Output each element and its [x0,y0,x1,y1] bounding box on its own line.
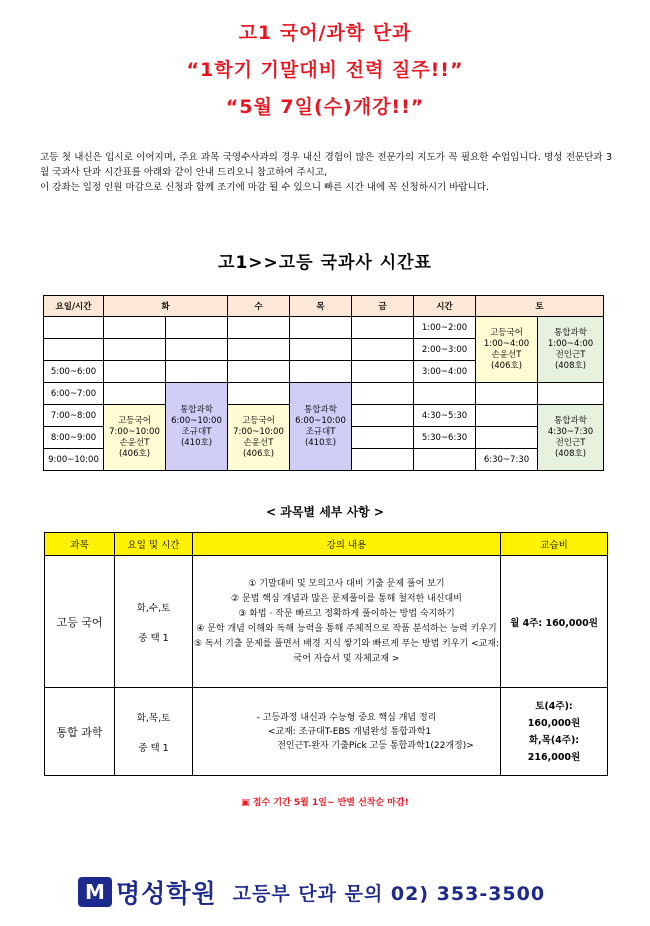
right-time-cell: 4:30~5:30 [414,405,476,427]
block-subject: 통합과학 [304,404,337,415]
science-days: 화,목,토 [136,712,171,724]
science-subject: 통합 과학 [45,688,115,776]
block-subject: 통합과학 [554,415,587,426]
timetable [43,295,604,471]
science-line-3: 전인근T-완자 기출Pick 고등 통합과학1(22개정)> [277,740,474,751]
block-room: (406호) [490,360,523,371]
block-room: (408호) [554,448,587,459]
korean-days: 화,수,토 [136,602,171,614]
title-line-1: 고1 국어/과학 단과 [238,22,412,44]
block-time: 6:00~10:00 [171,415,222,426]
block-time: 7:00~10:00 [233,426,284,437]
science-choice: 중 택 1 [138,742,169,754]
science-fee1-label: 토(4주): [535,700,573,712]
timetable-row [44,317,604,339]
left-time-cell: 8:00~9:00 [44,427,104,449]
header-wed: 수 [228,296,290,317]
block-subject: 통합과학 [180,404,213,415]
science-line-2: <교재: 조규대T-EBS 개념완성 통합과학1 [267,726,432,737]
block-subject: 고등국어 [242,415,275,426]
left-time-cell: 9:00~10:00 [44,449,104,471]
right-time-cell: 5:30~6:30 [414,427,476,449]
right-time-cell: 3:00~4:00 [414,361,476,383]
sat-science-pm-block [538,405,604,471]
korean-fee: 월 4주: 160,000원 [501,556,608,688]
korean-item: ③ 화법 · 작문 빠르고 정확하게 풀이하는 방법 숙지하기 [238,608,455,619]
tue-korean-block [104,405,166,471]
thu-science-block [290,383,352,471]
header-thu: 목 [290,296,352,317]
left-time-cell: 5:00~6:00 [44,361,104,383]
science-row [45,688,608,776]
korean-item: ① 기말대비 및 모의고사 대비 기출 문제 풀어 보기 [248,578,445,589]
korean-choice: 중 택 1 [138,632,169,644]
korean-subject: 고등 국어 [45,556,115,688]
science-fee2: 216,000원 [527,751,581,763]
sat-science-am-block [538,317,604,383]
science-content [193,688,501,776]
footer [78,872,545,912]
header-fee: 교습비 [501,533,608,556]
intro-text [40,150,612,195]
contact-info: 고등부 단과 문의 02) 353-3500 [232,882,546,905]
header-subject: 과목 [45,533,115,556]
block-teacher: 손윤선T [491,349,522,360]
timetable-title: 고1>>고등 국과사 시간표 [218,253,432,273]
title-line-2: “1학기 기말대비 전력 질주!!” [186,59,464,81]
block-teacher: 전인근T [555,349,586,360]
details-table [44,532,608,776]
tue-science-block [166,383,228,471]
block-room: (410호) [180,437,213,448]
block-time: 1:00~4:00 [547,338,594,349]
header-day-time: 요일/시간 [44,296,104,317]
details-title: < 과목별 세부 사항 > [266,505,384,519]
sat-korean-block [476,317,538,383]
registration-notice: ▣ 접수 기간 5월 1일~ 반별 선착순 마감! [241,798,409,808]
left-time-cell: 6:00~7:00 [44,383,104,405]
block-time: 1:00~4:00 [483,338,530,349]
right-time-cell: 1:00~2:00 [414,317,476,339]
science-fee [501,688,608,776]
title-line-3: “5월 7일(수)개강!!” [225,96,425,118]
block-room: (408호) [554,360,587,371]
right-time-cell: 6:30~7:30 [476,449,538,471]
block-room: (406호) [242,448,275,459]
timetable-row [44,383,604,405]
header-schedule: 요일 및 시간 [115,533,193,556]
block-room: (410호) [304,437,337,448]
details-header-row [45,533,608,556]
header-time: 시간 [414,296,476,317]
block-teacher: 조규대T [305,426,336,437]
intro-paragraph-2: 이 강좌는 일정 인원 마감으로 신청과 함께 조기에 마감 될 수 있으니 빠른 시간 내에 꼭 신청하시기 바랍니다. [40,182,489,193]
block-time: 4:30~7:30 [547,426,594,437]
science-fee1: 160,000원 [527,717,581,729]
header-fri: 금 [352,296,414,317]
right-time-cell: 2:00~3:00 [414,339,476,361]
block-room: (406호) [118,448,151,459]
block-teacher: 손윤선T [119,437,150,448]
academy-logo-icon: M [78,877,112,907]
intro-paragraph-1: 고등 첫 내신은 입시로 이어지며, 주요 과목 국영수사과의 경우 내신 경험이 많은 전문가의 지도가 꼭 필요한 수업입니다. 명성 전문단과 3월 국과사 단과 시간표를 아래와 같이 안내 드리오니 참고하여 주시고, [40,152,612,178]
korean-item: ④ 문학 개념 이해와 독해 능력을 통해 주체적으로 작품 분석하는 능력 키우기 [196,623,497,634]
korean-schedule [115,556,193,688]
block-time: 7:00~10:00 [109,426,160,437]
left-time-cell: 7:00~8:00 [44,405,104,427]
science-schedule [115,688,193,776]
academy-brand: 명성학원 [116,879,217,908]
header-sat: 토 [476,296,604,317]
science-line-1: - 고등과정 내신과 수능형 중요 핵심 개념 정리 [256,712,437,723]
wed-korean-block [228,405,290,471]
header-tue: 화 [104,296,228,317]
korean-item: ② 문법 핵심 개념과 많은 문제풀이를 통해 철저한 내신대비 [231,593,462,604]
block-teacher: 조규대T [181,426,212,437]
block-teacher: 전인근T [555,437,586,448]
block-subject: 통합과학 [554,327,587,338]
science-fee2-label: 화,목(4주): [528,734,580,746]
block-teacher: 손윤선T [243,437,274,448]
block-subject: 고등국어 [118,415,151,426]
korean-row [45,556,608,688]
block-time: 6:00~10:00 [295,415,346,426]
korean-item: ⑤ 독서 기출 문제를 풀면서 배경 지식 쌓기와 빠르게 푸는 방법 키우기 <교재: 국어 자습서 및 자체교재 > [193,638,500,664]
timetable-header-row [44,296,604,317]
korean-content [193,556,501,688]
block-subject: 고등국어 [490,327,523,338]
header-content: 강의 내용 [193,533,501,556]
